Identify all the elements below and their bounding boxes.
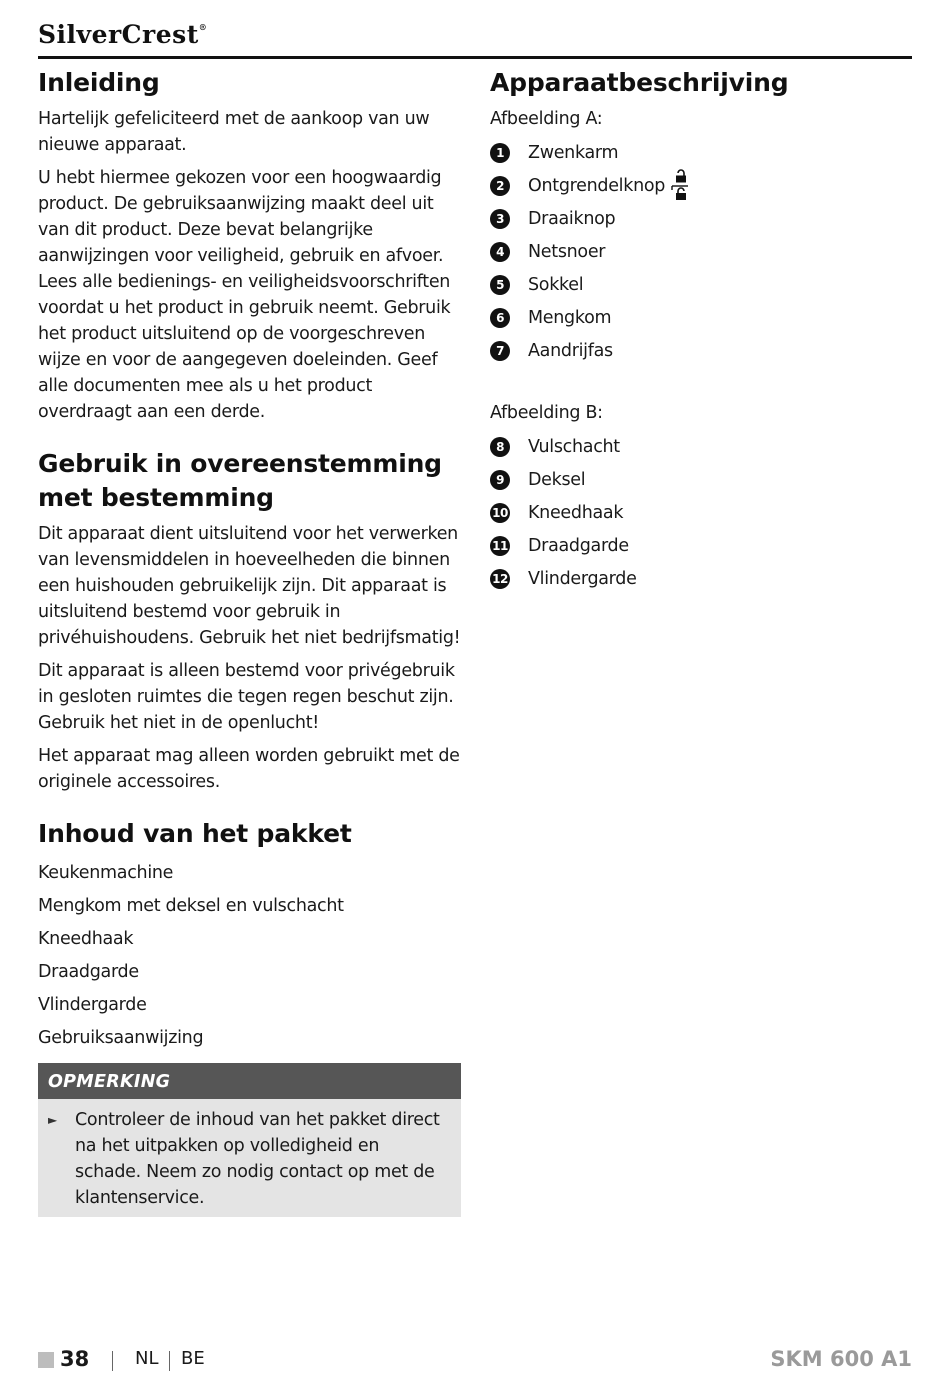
figure-a-label: Afbeelding A: <box>490 109 603 129</box>
model-number: SKM 600 A1 <box>770 1347 912 1371</box>
footer-language-nl: NL <box>135 1348 159 1369</box>
list-item: 5 Sokkel <box>490 268 910 301</box>
list-item: 10 Kneedhaak <box>490 496 910 529</box>
list-item: Gebruiksaanwijzing <box>38 1028 204 1048</box>
figure-a-list <box>490 136 910 367</box>
list-item: Mengkom met deksel en vulschacht <box>38 896 344 916</box>
brand-logo: SilverCrest® <box>38 20 208 49</box>
list-item: 11 Draadgarde <box>490 529 910 562</box>
number-badge: 8 <box>490 437 510 457</box>
list-item: 2 Ontgrendelknop <box>490 169 910 202</box>
section-gebruik <box>38 447 461 795</box>
page-footer <box>38 1347 912 1377</box>
list-item: 8 Vulschacht <box>490 430 910 463</box>
list-item: 1 Zwenkarm <box>490 136 910 169</box>
footer-divider <box>169 1351 170 1371</box>
note-heading: OPMERKING <box>38 1063 461 1099</box>
number-badge: 9 <box>490 470 510 490</box>
paragraph: Dit apparaat is alleen bestemd voor privégebruik in gesloten ruimtes die tegen regen beschut zijn. Gebruik het niet in de openlucht! <box>38 661 455 733</box>
lock-unlock-icon <box>671 169 689 203</box>
header-rule <box>38 56 912 59</box>
number-badge: 1 <box>490 143 510 163</box>
number-badge: 7 <box>490 341 510 361</box>
arrow-right-icon: ► <box>48 1113 58 1127</box>
page-number: 38 <box>60 1347 90 1371</box>
note-body <box>38 1099 461 1217</box>
list-item: 12 Vlindergarde <box>490 562 910 595</box>
list-item: Kneedhaak <box>38 929 134 949</box>
section-inhoud <box>38 817 461 1217</box>
list-item: 4 Netsnoer <box>490 235 910 268</box>
paragraph: Het apparaat mag alleen worden gebruikt met de originele accessoires. <box>38 746 460 792</box>
heading-gebruik: Gebruik in overeenstemming met bestemming <box>38 449 442 512</box>
list-item: 7 Aandrijfas <box>490 334 910 367</box>
list-item: 9 Deksel <box>490 463 910 496</box>
list-item: Vlindergarde <box>38 995 147 1015</box>
section-inleiding <box>38 66 461 425</box>
number-badge: 11 <box>490 536 510 556</box>
note-box <box>38 1063 461 1217</box>
paragraph: Dit apparaat dient uitsluitend voor het verwerken van levensmiddelen in hoeveelheden die binnen een huishouden gebruikelijk zijn. Dit apparaat is uitsluitend bestemd voor gebruik in privéhuishoudens. Gebruik het niet bedrijfsmatig! <box>38 524 461 648</box>
number-badge: 10 <box>490 503 510 523</box>
paragraph: U hebt hiermee gekozen voor een hoogwaardig product. De gebruiksaanwijzing maakt deel uit van dit product. Deze bevat belangrijke aanwijzingen voor veiligheid, gebruik en afvoer. Lees alle bedienings- en veiligheidsvoorschriften voordat u het product in gebruik neemt. Gebruik het product uitsluitend op de voorgeschreven wijze en voor de aangegeven doeleinden. Geef alle documenten mee als u het product overdraagt aan een derde. <box>38 168 451 422</box>
left-column <box>38 66 461 1217</box>
list-item: Draadgarde <box>38 962 139 982</box>
list-item: 3 Draaiknop <box>490 202 910 235</box>
number-badge: 2 <box>490 176 510 196</box>
note-text: Controleer de inhoud van het pakket direct na het uitpakken op volledigheid en schade. Neem zo nodig contact op met de klantenservice. <box>75 1110 440 1208</box>
right-column <box>490 66 910 595</box>
number-badge: 12 <box>490 569 510 589</box>
number-badge: 4 <box>490 242 510 262</box>
heading-inhoud: Inhoud van het pakket <box>38 819 352 848</box>
package-contents-list <box>38 857 461 1055</box>
number-badge: 6 <box>490 308 510 328</box>
heading-apparaatbeschrijving: Apparaatbeschrijving <box>490 68 789 97</box>
figure-b-list <box>490 430 910 595</box>
number-badge: 3 <box>490 209 510 229</box>
list-item: Keukenmachine <box>38 863 174 883</box>
figure-b-label: Afbeelding B: <box>490 403 603 423</box>
footer-square-icon <box>38 1352 54 1368</box>
footer-language-be: BE <box>181 1348 205 1369</box>
footer-divider <box>112 1351 113 1371</box>
heading-inleiding: Inleiding <box>38 68 160 97</box>
number-badge: 5 <box>490 275 510 295</box>
list-item: 6 Mengkom <box>490 301 910 334</box>
paragraph: Hartelijk gefeliciteerd met de aankoop van uw nieuwe apparaat. <box>38 109 430 155</box>
